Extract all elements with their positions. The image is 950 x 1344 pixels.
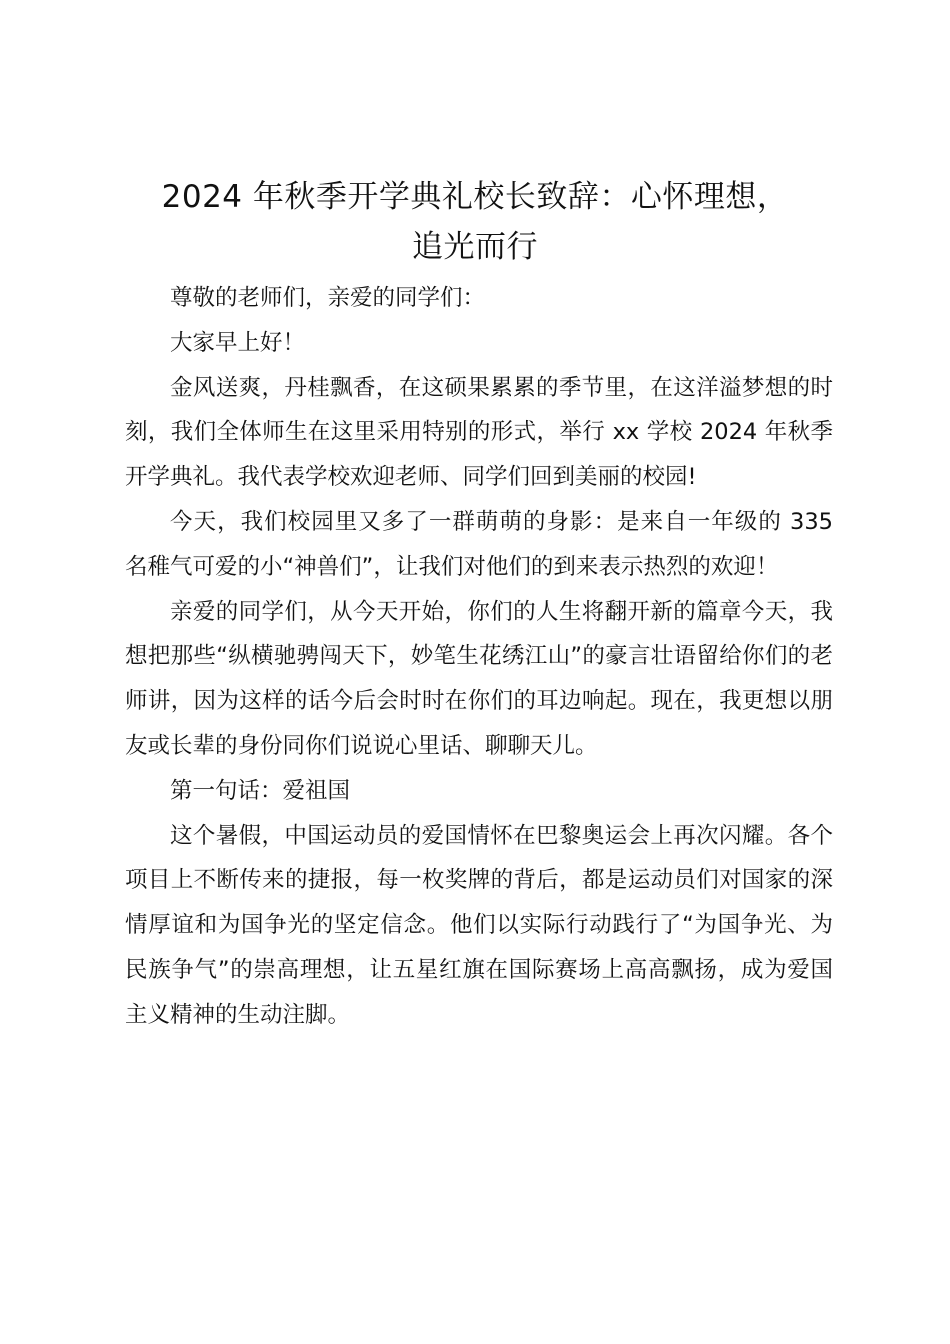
section-heading: 第一句话：爱祖国 — [170, 777, 351, 804]
greeting-paragraph: 大家早上好！ — [170, 329, 306, 356]
title-line-2: 追光而行 — [412, 229, 538, 265]
document-title — [110, 172, 840, 272]
salutation-paragraph: 尊敬的老师们，亲爱的同学们： — [170, 285, 486, 311]
title-line-1: 2024 年秋季开学典礼校长致辞：心怀理想， — [161, 179, 789, 215]
body-paragraph: 金风送爽，丹桂飘香，在这硕果累累的季节里，在这洋溢梦想的时刻，我们全体师生在这里采用特别的形式，举行 xx 学校 2024 年秋季开学典礼。我代表学校欢迎老师、同学们回到美丽的校园! — [125, 374, 833, 491]
document-body — [125, 276, 833, 1038]
body-paragraph: 今天，我们校园里又多了一群萌萌的身影：是来自一年级的 335 名稚气可爱的小“神兽们”，让我们对他们的到来表示热烈的欢迎！ — [125, 508, 833, 580]
body-paragraph: 亲爱的同学们，从今天开始，你们的人生将翻开新的篇章今天，我想把那些“纵横驰骋闯天下，妙笔生花绣江山”的豪言壮语留给你们的老师讲，因为这样的话今后会时时在你们的耳边响起。现在，我更想以朋友或长辈的身份同你们说说心里话、聊聊天儿。 — [125, 598, 833, 759]
body-paragraph: 这个暑假，中国运动员的爱国情怀在巴黎奥运会上再次闪耀。各个项目上不断传来的捷报，每一枚奖牌的背后，都是运动员们对国家的深情厚谊和为国争光的坚定信念。他们以实际行动践行了“为国争光、为民族争气”的崇高理想，让五星红旗在国际赛场上高高飘扬，成为爱国主义精神的生动注脚。 — [125, 822, 833, 1028]
